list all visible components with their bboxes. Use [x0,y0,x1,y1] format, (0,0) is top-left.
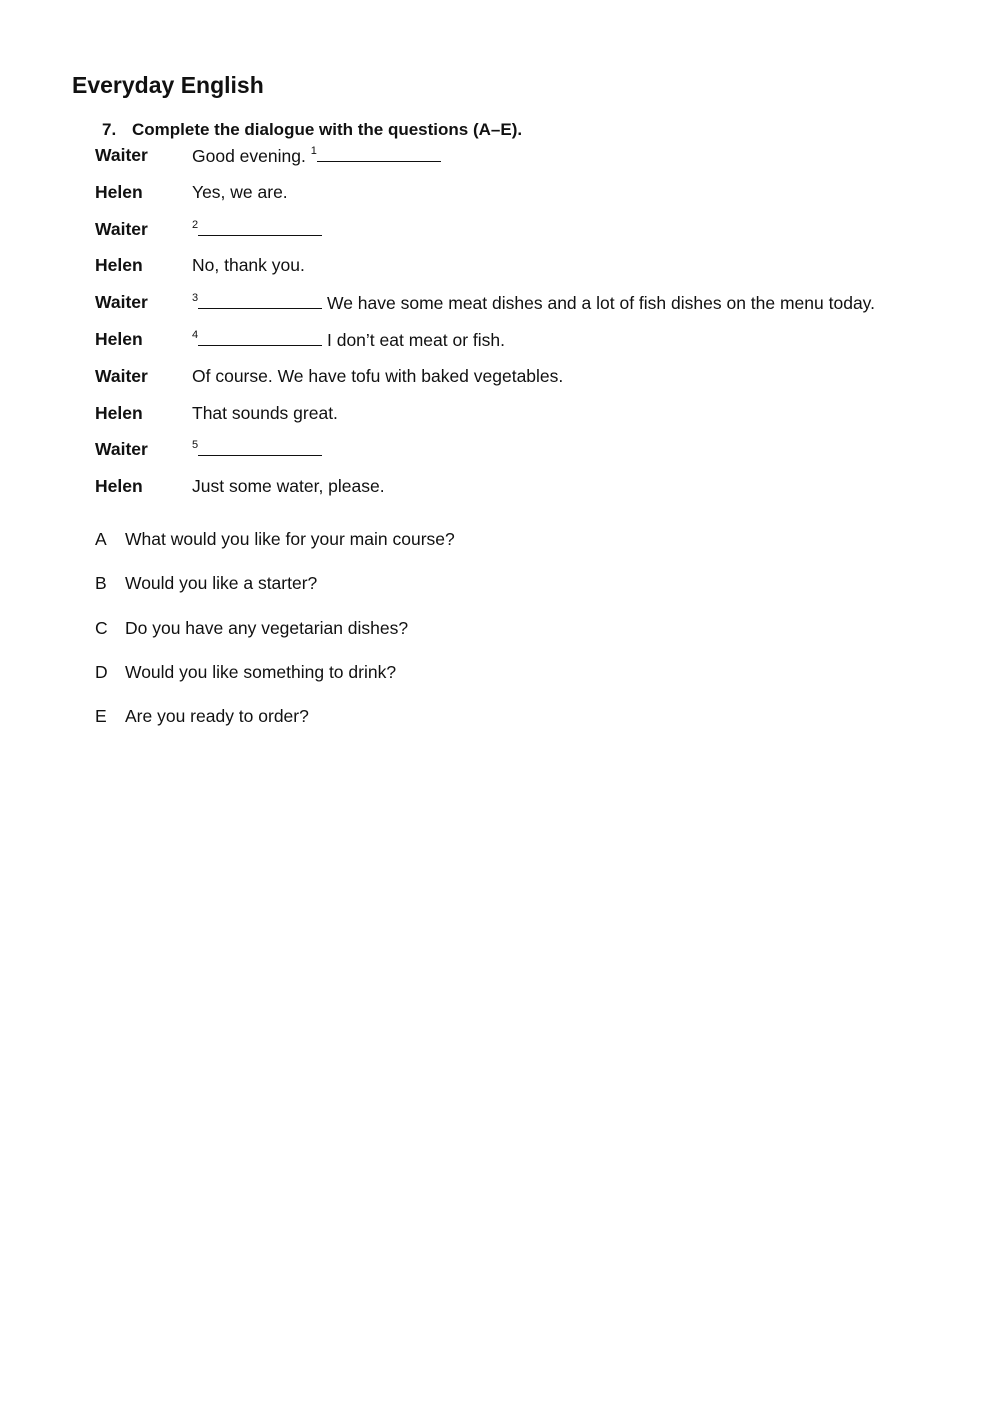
speech-before: Of course. We have tofu with baked vegetables. [192,365,564,386]
speech-text [192,364,563,388]
option-text: Would you like a starter? [125,573,318,594]
speaker-name: Waiter [95,439,148,460]
speech-after: We have some meat dishes and a lot of fish dishes on the menu today. [322,293,875,314]
answer-blank[interactable] [317,143,441,162]
speech-before: That sounds great. [192,402,338,423]
speaker-name: Waiter [95,218,148,239]
gap-number: 3 [192,292,199,305]
speech-before: Good evening. [192,146,311,166]
dialogue-line [95,327,975,364]
dialogue-line [95,364,975,401]
dialogue-line [95,474,975,511]
page-title: Everyday English [72,72,264,98]
dialogue-line [95,401,975,438]
speaker-name: Waiter [95,365,148,386]
speech-text [192,401,338,425]
speaker-name: Helen [95,476,143,497]
speech-before: Yes, we are. [192,181,288,202]
speech-text [192,474,385,498]
dialogue-line [95,180,975,217]
speech-text [192,437,322,465]
speaker-name: Helen [95,402,143,423]
gap-number: 2 [192,218,199,231]
option-letter: E [95,706,107,727]
speech-text [192,253,305,277]
speaker-name: Waiter [95,292,148,313]
speaker-name: Helen [95,181,143,202]
exercise-number: 7. [102,120,117,139]
answer-blank[interactable] [198,327,322,346]
speech-text [192,180,288,204]
option-letter: C [95,617,108,638]
option-text: Would you like something to drink? [125,661,397,682]
speaker-name: Helen [95,255,143,276]
option-text: Are you ready to order? [125,706,309,727]
option-letter: A [95,529,107,549]
dialogue-line [95,290,975,327]
speaker-name: Waiter [95,145,148,165]
option-letter: D [95,661,108,682]
instruction-text: Complete the dialogue with the questions (A–E). [132,120,523,139]
dialogue-line [95,437,975,474]
speech-text [192,290,875,318]
speech-after: I don’t eat meat or fish. [322,329,505,350]
speech-text [192,327,505,355]
dialogue [95,143,975,511]
speech-before: Just some water, please. [192,476,385,497]
option-text: Do you have any vegetarian dishes? [125,617,409,638]
exercise-instruction [102,118,522,142]
answer-blank[interactable] [198,290,322,309]
speech-text [192,217,322,245]
gap-number: 1 [310,145,317,157]
speaker-name: Helen [95,328,143,349]
speech-before: No, thank you. [192,255,305,276]
option-letter: B [95,573,107,594]
dialogue-line [95,217,975,254]
dialogue-line [95,253,975,290]
answer-blank[interactable] [198,437,322,456]
answer-blank[interactable] [198,217,322,236]
dialogue-line [95,143,975,180]
gap-number: 4 [192,328,199,341]
option-text: What would you like for your main course? [125,529,455,549]
gap-number: 5 [192,439,199,452]
speech-text [192,143,441,171]
